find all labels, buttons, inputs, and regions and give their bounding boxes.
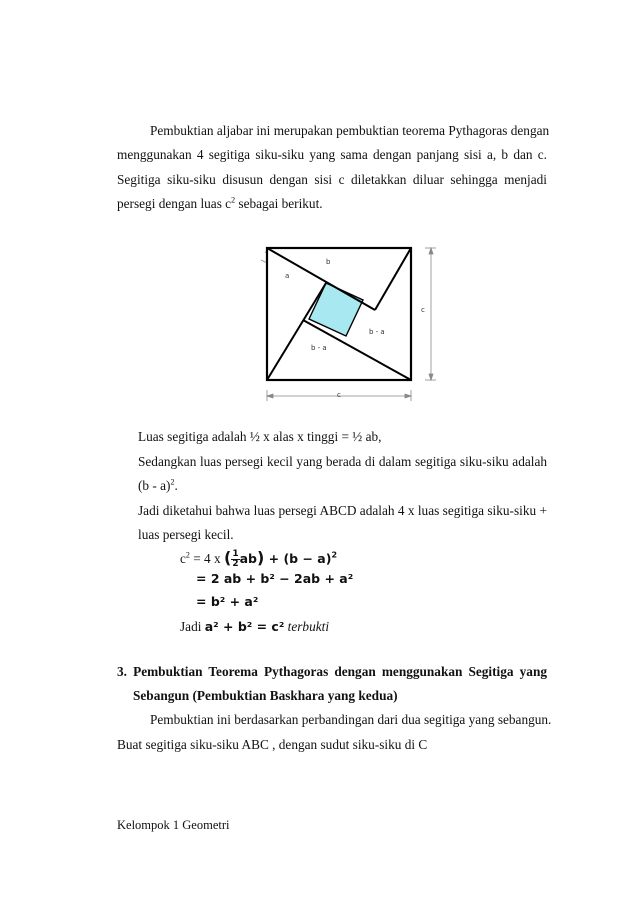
section-3-title-1: 3. Pembuktian Teorema Pythagoras dengan menggunakan Segitiga yang xyxy=(117,664,547,679)
sedangkan-text: Sedangkan luas persegi kecil yang berada di dalam segitiga siku-siku adalah xyxy=(138,454,547,469)
equation-conclusion: Jadi a² + b² = c² terbukti xyxy=(180,619,330,634)
label-c-right: c xyxy=(421,306,425,314)
intro-line-1: Pembuktian aljabar ini merupakan pembuktian teorema Pythagoras dengan xyxy=(150,123,550,138)
luas-segitiga-text: Luas segitiga adalah ½ x alas x tinggi = ½ ab, xyxy=(138,429,382,444)
intro-line-4: persegi dengan luas $c^2$ sebagai berikut. xyxy=(117,195,323,211)
equation-2: = 2 ab + b² − 2ab + a² xyxy=(196,571,354,586)
label-ba-right: b - a xyxy=(369,328,385,336)
pythagoras-square-figure xyxy=(255,238,445,403)
section-3-body-2: Buat segitiga siku-siku ABC , dengan sudut siku-siku di C xyxy=(117,737,428,752)
section-3-body-1: Pembuktian ini berdasarkan perbandingan dari dua segitiga yang sebangun. xyxy=(150,712,552,727)
label-b: b xyxy=(326,258,331,266)
equation-3: = b² + a² xyxy=(196,594,259,609)
jadi-text-1: Jadi diketahui bahwa luas persegi ABCD adalah 4 x luas segitiga siku-siku + xyxy=(138,503,547,518)
label-c-bottom: c xyxy=(337,391,341,399)
label-ba-inner: b - a xyxy=(311,344,327,352)
intro-line-3: Segitiga siku-siku disusun dengan sisi c diletakkan diluar sehingga menjadi xyxy=(117,172,547,187)
jadi-text-2: luas persegi kecil. xyxy=(138,527,234,542)
intro-line-2: menggunakan 4 segitiga siku-siku yang sama dengan panjang sisi a, b dan c. xyxy=(117,147,547,162)
label-a: a xyxy=(285,272,290,280)
footer-text: Kelompok 1 Geometri xyxy=(117,818,230,832)
equation-1: $c^2 = 4$ x ( $\frac{1}{2}$ $ab) + (b - a)^2$ xyxy=(180,548,338,570)
section-3-title-2: Sebangun (Pembuktian Baskhara yang kedua) xyxy=(133,688,398,703)
ba-squared-text: (b - a)$^2$. xyxy=(138,477,178,493)
